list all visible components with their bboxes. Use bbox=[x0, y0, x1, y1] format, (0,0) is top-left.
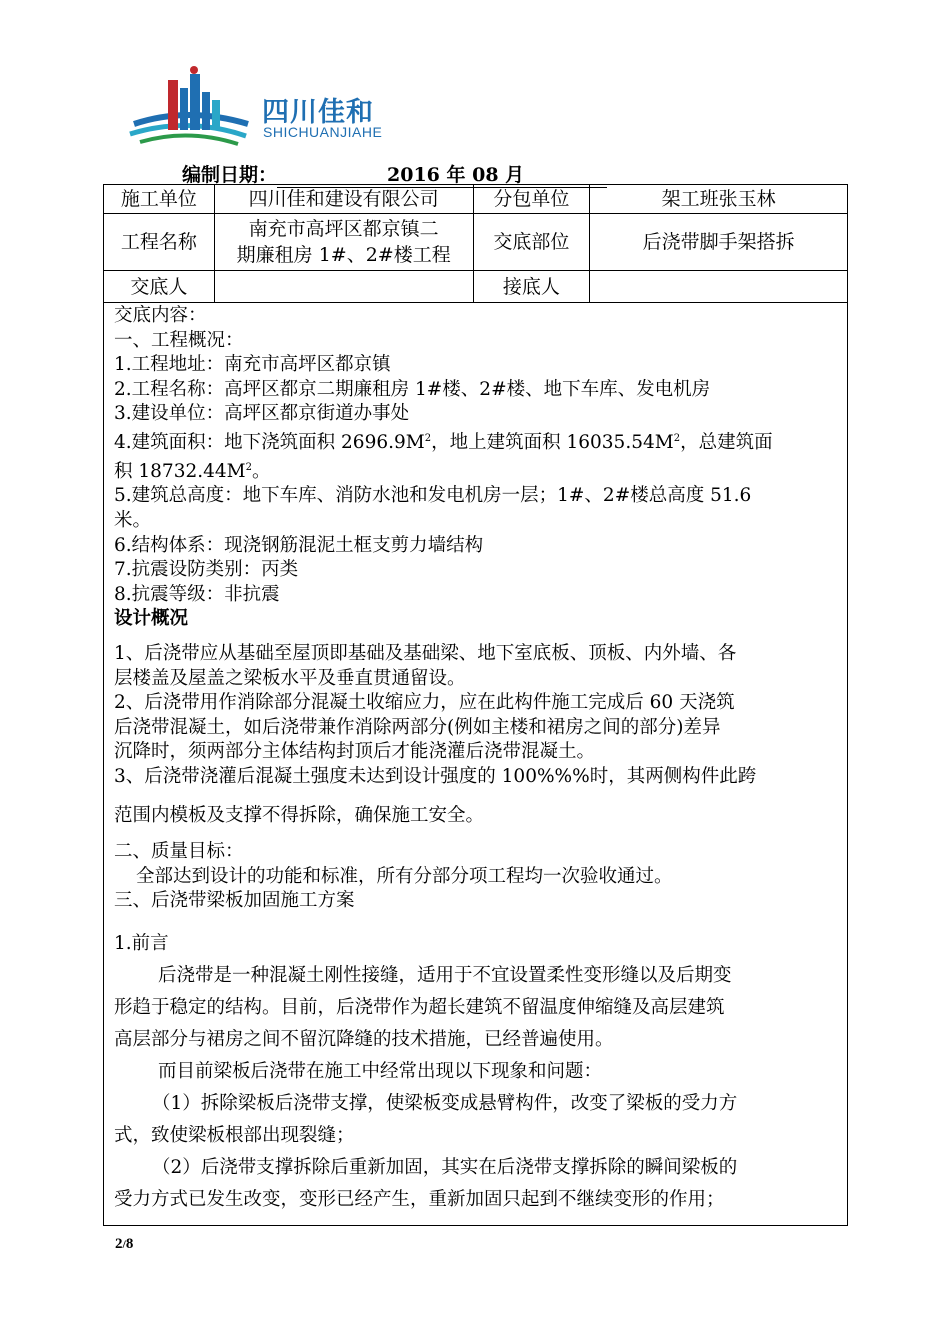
page-number bbox=[115, 1236, 133, 1253]
value-construction-unit: 四川佳和建设有限公司 bbox=[214, 185, 473, 214]
problem-2: （2）后浇带支撑拆除后重新加固，其实在后浇带支撑拆除的瞬间梁板的 bbox=[152, 1156, 738, 1178]
design-item-2-cont2: 沉降时，须两部分主体结构封顶后才能浇灌后浇带混凝土。 bbox=[114, 741, 596, 763]
label-disclosure-part: 交底部位 bbox=[473, 214, 590, 271]
building-area: 4.建筑面积：地下浇筑面积 $2696.9M^2$，地上建筑面积 $16035.54M^2$，总建筑面 bbox=[114, 432, 773, 454]
logo-english-name: SHICHUANJIAHE bbox=[263, 124, 383, 140]
build-unit: 3.建设单位：高坪区都京街道办事处 bbox=[114, 403, 410, 425]
content-heading: 交底内容： bbox=[114, 305, 207, 326]
project-address: 1.工程地址：南充市高坪区都京镇 bbox=[114, 354, 391, 376]
problem-1: （1）拆除梁板后浇带支撑，使梁板变成悬臂构件，改变了梁板的受力方 bbox=[152, 1092, 738, 1114]
design-item-3: 3、后浇带浇灌后混凝土强度未达到设计强度的 100%%%时，其两侧构件此跨 bbox=[114, 766, 757, 787]
value-project-name: 南充市高坪区都京镇二 期廉租房 1#、2#楼工程 bbox=[214, 214, 473, 271]
quality-target: 全部达到设计的功能和标准，所有分部分项工程均一次验收通过。 bbox=[136, 865, 673, 887]
design-item-2: 2、后浇带用作消除部分混凝土收缩应力，应在此构件施工完成后 60 天浇筑 bbox=[114, 692, 735, 714]
page-total: 8 bbox=[125, 1236, 134, 1252]
preface-para-1-cont2: 高层部分与裙房之间不留沉降缝的技术措施，已经普遍使用。 bbox=[114, 1028, 614, 1050]
label-construction-unit: 施工单位 bbox=[104, 185, 215, 214]
building-area-cont: 积 $18732.44M^2$。 bbox=[114, 460, 271, 482]
disclosure-content bbox=[103, 302, 848, 1226]
problem-1-cont: 式，致使梁板根部出现裂缝； bbox=[114, 1124, 355, 1146]
building-height: 5.建筑总高度：地下车库、消防水池和发电机房一层；1#、2#楼总高度 51.6 bbox=[114, 485, 752, 507]
value-discloser bbox=[214, 271, 473, 303]
value-subcontract-unit: 架工班张玉林 bbox=[590, 185, 848, 214]
structure-system: 6.结构体系：现浇钢筋混泥土框支剪力墙结构 bbox=[114, 534, 484, 556]
value-disclosure-part: 后浇带脚手架搭拆 bbox=[590, 214, 848, 271]
value-receiver bbox=[590, 271, 848, 303]
section-3-title: 三、后浇带梁板加固施工方案 bbox=[114, 890, 355, 912]
date-label: 编制日期： bbox=[182, 164, 278, 186]
preface-title: 1.前言 bbox=[114, 932, 169, 954]
preface-para-2: 而目前梁板后浇带在施工中经常出现以下现象和问题： bbox=[158, 1060, 603, 1082]
logo-chinese-name: 四川佳和 bbox=[262, 97, 374, 128]
design-item-1: 1、后浇带应从基础至屋顶即基础及基础梁、地下室底板、顶板、内外墙、各 bbox=[114, 643, 737, 665]
building-height-cont: 米。 bbox=[114, 510, 152, 532]
section-1-title: 一、工程概况： bbox=[114, 329, 244, 351]
seismic-category: 7.抗震设防类别：丙类 bbox=[114, 559, 299, 581]
seismic-grade: 8.抗震等级：非抗震 bbox=[114, 583, 280, 605]
label-receiver: 接底人 bbox=[473, 271, 590, 303]
label-subcontract-unit: 分包单位 bbox=[473, 185, 590, 214]
project-name: 2.工程名称：高坪区都京二期廉租房 1#楼、2#楼、地下车库、发电机房 bbox=[114, 378, 711, 400]
label-discloser: 交底人 bbox=[104, 271, 215, 303]
preface-para-1: 后浇带是一种混凝土刚性接缝，适用于不宜设置柔性变形缝以及后期变 bbox=[158, 964, 732, 986]
preface-para-1-cont: 形趋于稳定的结构。目前，后浇带作为超长建筑不留温度伸缩缝及高层建筑 bbox=[114, 996, 725, 1018]
date-value: 2016 年 08 月 bbox=[277, 160, 607, 188]
problem-2-cont: 受力方式已发生改变，变形已经产生，重新加固只起到不继续变形的作用； bbox=[114, 1188, 725, 1210]
page-current: 2 bbox=[115, 1236, 123, 1252]
section-2-title: 二、质量目标： bbox=[114, 841, 244, 863]
label-project-name: 工程名称 bbox=[104, 214, 215, 271]
page-separator: / bbox=[122, 1237, 126, 1251]
design-overview-title: 设计概况 bbox=[114, 608, 189, 630]
design-item-3-cont: 范围内模板及支撑不得拆除，确保施工安全。 bbox=[114, 804, 485, 826]
design-item-1-cont: 层楼盖及屋盖之梁板水平及垂直贯通留设。 bbox=[114, 667, 466, 689]
design-item-2-cont: 后浇带混凝土，如后浇带兼作消除两部分(例如主楼和裙房之间的部分)差异 bbox=[114, 716, 721, 738]
disclosure-header-table bbox=[103, 184, 848, 303]
